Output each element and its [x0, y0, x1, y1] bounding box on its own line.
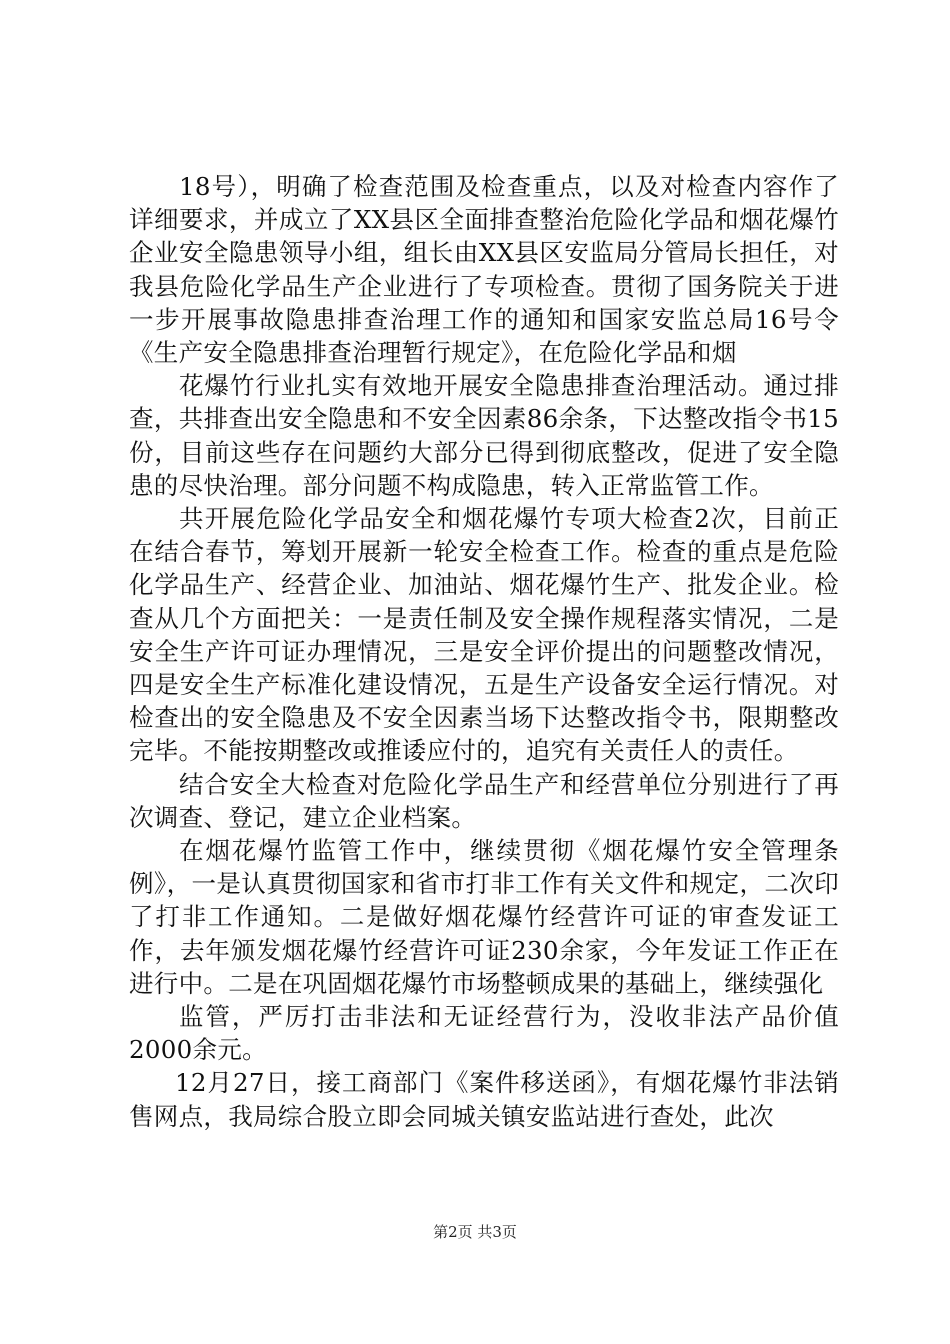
paragraph-1: 18号），明确了检查范围及检查重点，以及对检查内容作了详细要求，并成立了XX县区全面排查整治危险化学品和烟花爆竹企业安全隐患领导小组，组长由XX县区安监局分管局长担任，对我县危险化学品生产企业进行了专项检查。贯彻了国务院关于进一步开展事故隐患排查治理工作的通知和国家安监总局16号令《生产安全隐患排查治理暂行规定》，在危险化学品和烟	[129, 172, 839, 368]
page-number-label: 第2页 共3页	[433, 1223, 517, 1241]
paragraph-4: 结合安全大检查对危险化学品生产和经营单位分别进行了再次调查、登记，建立企业档案。	[129, 769, 839, 832]
document-body	[129, 170, 839, 1133]
paragraph-5: 在烟花爆竹监管工作中，继续贯彻《烟花爆竹安全管理条例》，一是认真贯彻国家和省市打非工作有关文件和规定，二次印了打非工作通知。二是做好烟花爆竹经营许可证的审查发证工作，去年颁发烟花爆竹经营许可证230余家，今年发证工作正在进行中。二是在巩固烟花爆竹市场整顿成果的基础上，继续强化	[129, 836, 839, 998]
page-footer	[0, 1222, 950, 1242]
paragraph-2: 花爆竹行业扎实有效地开展安全隐患排查治理活动。通过排查，共排查出安全隐患和不安全因素86余条，下达整改指令书15份，目前这些存在问题约大部分已得到彻底整改，促进了安全隐患的尽快治理。部分问题不构成隐患，转入正常监管工作。	[129, 371, 839, 500]
paragraph-6: 监管，严厉打击非法和无证经营行为，没收非法产品价值2000余元。	[129, 1002, 839, 1065]
paragraph-3: 共开展危险化学品安全和烟花爆竹专项大检查2次，目前正在结合春节，筹划开展新一轮安全检查工作。检查的重点是危险化学品生产、经营企业、加油站、烟花爆竹生产、批发企业。检查从几个方面把关：一是责任制及安全操作规程落实情况，二是安全生产许可证办理情况，三是安全评价提出的问题整改情况，四是安全生产标准化建设情况，五是生产设备安全运行情况。对检查出的安全隐患及不安全因素当场下达整改指令书，限期整改完毕。不能按期整改或推诿应付的，追究有关责任人的责任。	[129, 504, 839, 766]
paragraph-7: 12月27日，接工商部门《案件移送函》，有烟花爆竹非法销售网点，我局综合股立即会同城关镇安监站进行查处，此次	[129, 1068, 839, 1131]
